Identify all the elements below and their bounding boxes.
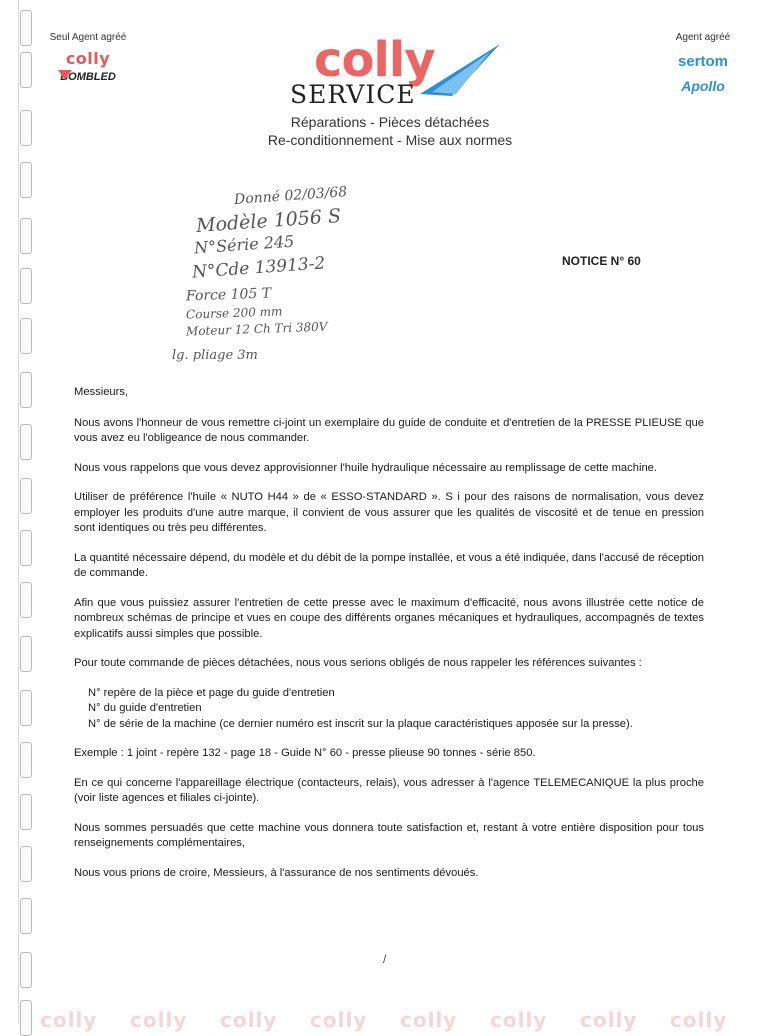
paragraph: Nous avons l'honneur de vous remettre ci-joint un exemplaire du guide de conduite et d'entretien de la PRESSE PLIEUSE que vous avez eu l'obligeance de nous commander. bbox=[74, 416, 704, 444]
binder-hole bbox=[20, 794, 32, 830]
binder-margin bbox=[14, 0, 44, 1024]
handwritten-modele: Modèle 1056 S bbox=[195, 204, 342, 238]
binder-hole bbox=[20, 10, 32, 46]
binder-hole bbox=[20, 846, 32, 882]
binder-hole bbox=[20, 218, 32, 254]
subtitle-line-2: Re-conditionnement - Mise aux normes bbox=[267, 132, 513, 148]
binder-hole bbox=[20, 162, 32, 198]
subtitle-line-1: Réparations - Pièces détachées bbox=[290, 114, 490, 130]
watermark: colly bbox=[130, 1008, 188, 1032]
binder-hole bbox=[20, 318, 32, 354]
list-item: N° du guide d'entretien bbox=[88, 702, 202, 714]
left-agent-label: Seul Agent agréé bbox=[49, 32, 127, 43]
reference-list bbox=[74, 686, 704, 733]
example-line: Exemple : 1 joint - repère 132 - page 18 - Guide N° 60 - presse plieuse 90 tonnes - série 850. bbox=[74, 747, 536, 759]
binder-hole bbox=[20, 530, 32, 566]
paragraph: La quantité nécessaire dépend, du modèle et du débit de la pompe installée, et vous a été indiquée, dans l'accusé de réception de commande. bbox=[74, 551, 704, 579]
paragraph: Utiliser de préférence l'huile « NUTO H44 » de « ESSO-STANDARD ». S i pour des raisons de normalisation, vous devez employer les produits d'une autre marque, il convient de vous assurer que les qualités de viscosité et de tenue en pression sont identiques ou très peu différentes. bbox=[74, 491, 704, 534]
paragraph: En ce qui concerne l'appareillage électrique (contacteurs, relais), vous adresser à l'agence TELEMECANIQUE la plus proche (voir liste agences et filiales ci-jointe). bbox=[74, 776, 704, 804]
watermark: colly bbox=[40, 1008, 98, 1032]
binder-hole bbox=[20, 636, 32, 672]
service-wordmark: SERVICE bbox=[290, 80, 416, 109]
binder-hole bbox=[20, 742, 32, 778]
watermark: colly bbox=[220, 1008, 278, 1032]
handwritten-commande: N°Cde 13913-2 bbox=[191, 253, 326, 283]
left-agent-block bbox=[38, 32, 138, 83]
handwritten-serie: N°Série 245 bbox=[193, 231, 295, 258]
binder-hole bbox=[20, 898, 32, 934]
paragraph: Pour toute commande de pièces détachées, nous vous serions obligés de nous rappeler les références suivantes : bbox=[74, 657, 642, 669]
colly-small-logo: colly bbox=[65, 49, 111, 68]
bombled-logo: BOMBLED bbox=[60, 71, 116, 83]
swoosh-icon bbox=[412, 42, 502, 98]
paragraph: Afin que vous puissiez assurer l'entretien de cette presse avec le maximum d'efficacité, nous avons illustrée cette notice de nombreux schémas de principe et vues en coupe des différents organes mécaniques et hydrauliques, accompagnés de textes explicatifs aussi simples que possible. bbox=[74, 596, 704, 640]
watermark: colly bbox=[310, 1008, 368, 1032]
right-agent-label: Agent agréé bbox=[675, 32, 731, 43]
handwritten-course: Course 200 mm bbox=[185, 304, 283, 322]
triangle-icon bbox=[58, 70, 72, 80]
handwritten-pliage: lg. pliage 3m bbox=[172, 348, 258, 363]
binder-hole bbox=[20, 424, 32, 460]
margin-line bbox=[18, 0, 19, 1024]
binder-hole bbox=[20, 478, 32, 514]
paragraph: Nous sommes persuadés que cette machine vous donnera toute satisfaction et, restant à votre entière disposition pour tous renseignements complémentaires, bbox=[74, 821, 704, 849]
right-agent-block bbox=[658, 32, 748, 94]
letter-body bbox=[74, 385, 704, 895]
binder-hole bbox=[20, 110, 32, 146]
binder-hole bbox=[20, 372, 32, 408]
watermark: colly bbox=[490, 1008, 548, 1032]
apollo-logo: Apollo bbox=[681, 78, 725, 94]
binder-hole bbox=[20, 52, 32, 88]
colly-service-logo bbox=[288, 32, 508, 109]
binder-hole bbox=[20, 952, 32, 988]
paragraph: Nous vous rappelons que vous devez approvisionner l'huile hydraulique nécessaire au remplissage de cette machine. bbox=[74, 461, 657, 474]
handwritten-date: Donné 02/03/68 bbox=[233, 184, 348, 208]
handwritten-moteur: Moteur 12 Ch Tri 380V bbox=[185, 319, 328, 339]
binder-hole bbox=[20, 1000, 32, 1036]
bombled-row bbox=[38, 71, 138, 83]
watermark: colly bbox=[580, 1008, 638, 1032]
watermark: colly bbox=[400, 1008, 458, 1032]
binder-hole bbox=[20, 690, 32, 726]
page-mark: / bbox=[383, 952, 387, 966]
notice-number: NOTICE N° 60 bbox=[562, 254, 641, 268]
handwritten-force: Force 105 T bbox=[185, 285, 272, 305]
salutation: Messieurs, bbox=[74, 386, 129, 398]
closing: Nous vous prions de croire, Messieurs, à l'assurance de nos sentiments dévoués. bbox=[74, 866, 479, 879]
list-item: N° repère de la pièce et page du guide d'entretien bbox=[88, 686, 335, 699]
watermark: colly bbox=[670, 1008, 728, 1032]
binder-hole bbox=[20, 268, 32, 304]
colly-wordmark: colly bbox=[314, 32, 435, 88]
binder-hole bbox=[20, 582, 32, 618]
sertom-logo: sertom bbox=[677, 53, 729, 70]
list-item: N° de série de la machine (ce dernier numéro est inscrit sur la plaque caractéristiques apposée sur la presse). bbox=[88, 717, 633, 730]
